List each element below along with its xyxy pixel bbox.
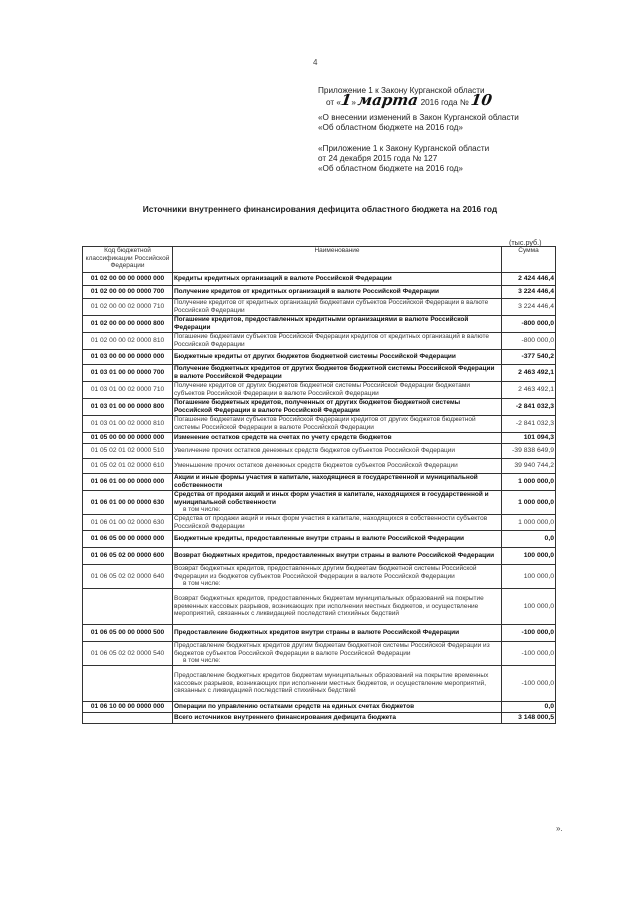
table-row [83, 273, 556, 286]
row-name-cell [173, 350, 502, 365]
row-name-cell [173, 433, 502, 444]
row-name: Погашение бюджетами субъектов Российской Федерации кредитов от кредитных организаций в валюте Российской Федерации [174, 333, 489, 348]
row-name-cell [173, 491, 502, 515]
col-header-name: Наименование [173, 247, 502, 273]
row-sum: -100 000,0 [502, 625, 556, 642]
row-code: 01 03 01 00 00 0000 800 [83, 399, 173, 416]
units-label: (тыс.руб.) [509, 238, 542, 247]
row-name: Кредиты кредитных организаций в валюте Российской Федерации [174, 275, 392, 283]
row-sum: 3 224 446,4 [502, 286, 556, 299]
row-name-cell [173, 565, 502, 589]
row-name-cell [173, 531, 502, 548]
row-code: 01 05 02 01 02 0000 610 [83, 459, 173, 474]
row-name: Уменьшение прочих остатков денежных средств бюджетов субъектов Российской Федерации [174, 462, 458, 470]
table-row [83, 565, 556, 589]
closing-quote-mark: ». [556, 824, 563, 833]
table-row [83, 299, 556, 316]
row-name: Увеличение прочих остатков денежных средств бюджетов субъектов Российской Федерации [174, 447, 456, 455]
page-number: 4 [313, 58, 318, 67]
row-name: Предоставление бюджетных кредитов другим бюджетам бюджетной системы Российской Федерации из бюджетов субъектов Российской Федерации в валюте Российской Федерации [174, 642, 490, 657]
table-row [83, 350, 556, 365]
row-sum: -800 000,0 [502, 316, 556, 333]
row-code: 01 06 05 02 00 0000 600 [83, 548, 173, 565]
table-row [83, 459, 556, 474]
prev-header-line-3: «Об областном бюджете на 2016 год» [318, 164, 463, 173]
row-name: Изменение остатков средств на счетах по учету средств бюджетов [174, 434, 392, 442]
row-code: 01 06 01 00 00 0000 630 [83, 491, 173, 515]
table-header-row [83, 247, 556, 273]
row-sum: 1 000 000,0 [502, 491, 556, 515]
table-row [83, 365, 556, 382]
row-code: 01 05 02 01 02 0000 510 [83, 444, 173, 459]
row-sum: 3 148 000,5 [502, 713, 556, 724]
row-name: Средства от продажи акций и иных форм участия в капитале, находящихся в собственности субъектов Российской Федерации [174, 515, 488, 530]
row-sum: 101 094,3 [502, 433, 556, 444]
row-name: Акции и иные формы участия в капитале, находящиеся в государственной и муниципальной собственности [174, 474, 478, 489]
row-name: Погашение бюджетами субъектов Российской Федерации кредитов от других бюджетов бюджетной системы Российской Федерации в валюте Российской Федерации [174, 416, 476, 431]
header-date-year: 2016 года № [420, 98, 469, 107]
table-body [83, 273, 556, 724]
row-name-cell [173, 702, 502, 713]
header-line-3: «Об областном бюджете на 2016 год» [318, 123, 463, 132]
prev-header-line-2: от 24 декабря 2015 года № 127 [318, 154, 438, 163]
row-code: 01 06 05 02 02 0000 540 [83, 642, 173, 666]
row-code: 01 06 01 00 00 0000 000 [83, 474, 173, 491]
row-name-cell [173, 444, 502, 459]
row-name-cell [173, 713, 502, 724]
row-name-cell [173, 666, 502, 702]
row-code [83, 589, 173, 625]
row-name-cell [173, 515, 502, 531]
table-row [83, 444, 556, 459]
row-code: 01 03 01 00 02 0000 810 [83, 416, 173, 433]
header-date-mid: » [351, 98, 356, 107]
row-note: в том числе: [183, 580, 221, 588]
row-code: 01 02 00 00 00 0000 800 [83, 316, 173, 333]
row-sum: 0,0 [502, 531, 556, 548]
row-sum: -100 000,0 [502, 642, 556, 666]
row-code: 01 02 00 00 02 0000 710 [83, 299, 173, 316]
row-sum: -377 540,2 [502, 350, 556, 365]
row-code: 01 06 10 00 00 0000 000 [83, 702, 173, 713]
table-row [83, 548, 556, 565]
table-row [83, 702, 556, 713]
row-name: Погашение бюджетных кредитов, полученных от других бюджетов бюджетной системы Российской Федерации в валюте Российской Федерации [174, 399, 461, 414]
row-code [83, 713, 173, 724]
row-name-cell [173, 333, 502, 350]
financing-sources-table [82, 246, 556, 724]
table-row [83, 333, 556, 350]
row-sum: 2 424 446,4 [502, 273, 556, 286]
row-sum: -2 841 032,3 [502, 416, 556, 433]
row-name: Возврат бюджетных кредитов, предоставленных бюджетам муниципальных образований на покрытие временных кассовых разрывов, возникающих при исполнении местных бюджетов, и осуществление мероприятий, связанных с ликвидацией последствий стихийных бедствий [174, 595, 484, 618]
row-code: 01 06 05 00 00 0000 500 [83, 625, 173, 642]
row-name-cell [173, 316, 502, 333]
table-row [83, 382, 556, 399]
table-row [83, 713, 556, 724]
row-name-cell [173, 273, 502, 286]
row-code: 01 02 00 00 00 0000 700 [83, 286, 173, 299]
table-row [83, 416, 556, 433]
row-code: 01 06 05 02 02 0000 640 [83, 565, 173, 589]
row-name: Всего источников внутреннего финансирования дефицита бюджета [174, 714, 396, 722]
row-sum: 39 940 744,2 [502, 459, 556, 474]
row-name: Погашение кредитов, предоставленных кредитными организациями в валюте Российской Федерации [174, 316, 469, 331]
row-code: 01 02 00 00 00 0000 000 [83, 273, 173, 286]
table-row [83, 666, 556, 702]
col-header-code: Код бюджетной классификации Российской Федерации [83, 247, 173, 273]
row-sum: 2 463 492,1 [502, 382, 556, 399]
row-sum: 100 000,0 [502, 565, 556, 589]
header-date-prefix: от « [326, 98, 341, 107]
header-date-line [326, 91, 494, 109]
row-sum: 2 463 492,1 [502, 365, 556, 382]
handwritten-number: 10 [469, 91, 494, 109]
row-name: Возврат бюджетных кредитов, предоставленных внутри страны в валюте Российской Федерации [174, 552, 495, 560]
table-row [83, 286, 556, 299]
row-sum: -39 838 649,9 [502, 444, 556, 459]
row-sum: -2 841 032,3 [502, 399, 556, 416]
row-name: Получение кредитов от других бюджетов бюджетной системы Российской Федерации бюджетами субъектов Российской Федерации в валюте Российской Федерации [174, 382, 470, 397]
row-name-cell [173, 642, 502, 666]
row-name: Получение кредитов от кредитных организаций бюджетами субъектов Российской Федерации в валюте Российской Федерации [174, 299, 489, 314]
handwritten-month: марта [356, 91, 420, 109]
table-row [83, 491, 556, 515]
row-sum: 1 000 000,0 [502, 515, 556, 531]
row-sum: 100 000,0 [502, 589, 556, 625]
row-sum: 100 000,0 [502, 548, 556, 565]
handwritten-day: 1 [339, 91, 353, 109]
row-name-cell [173, 299, 502, 316]
row-name: Получение бюджетных кредитов от других бюджетов бюджетной системы Российской Федерации в валюте Российской Федерации [174, 365, 495, 380]
table-row [83, 642, 556, 666]
document-title: Источники внутреннего финансирования дефицита областного бюджета на 2016 год [142, 204, 498, 214]
row-note: в том числе: [183, 506, 221, 514]
row-code: 01 06 05 00 00 0000 000 [83, 531, 173, 548]
row-code: 01 03 00 00 00 0000 000 [83, 350, 173, 365]
row-name-cell [173, 548, 502, 565]
row-name-cell [173, 365, 502, 382]
row-name: Предоставление бюджетных кредитов внутри страны в валюте Российской Федерации [174, 629, 460, 637]
table-row [83, 625, 556, 642]
row-sum: -100 000,0 [502, 666, 556, 702]
table-row [83, 433, 556, 444]
table-row [83, 316, 556, 333]
row-name-cell [173, 625, 502, 642]
row-name-cell [173, 399, 502, 416]
prev-header-line-1: «Приложение 1 к Закону Курганской области [318, 144, 490, 153]
row-sum: 1 000 000,0 [502, 474, 556, 491]
row-sum: 3 224 446,4 [502, 299, 556, 316]
row-code: 01 02 00 00 02 0000 810 [83, 333, 173, 350]
row-code: 01 03 01 00 00 0000 700 [83, 365, 173, 382]
row-name-cell [173, 459, 502, 474]
row-name-cell [173, 589, 502, 625]
row-name: Предоставление бюджетных кредитов бюджетам муниципальных образований на покрытие временных кассовых разрывов, возникающих при исполнении местных бюджетов, и осуществление мероприятий, связанных с ликвидацией последствий стихийных бедствий [174, 672, 489, 695]
table-row [83, 515, 556, 531]
row-code: 01 03 01 00 02 0000 710 [83, 382, 173, 399]
row-name: Бюджетные кредиты, предоставленные внутри страны в валюте Российской Федерации [174, 535, 465, 543]
row-sum: 0,0 [502, 702, 556, 713]
header-line-2: «О внесении изменений в Закон Курганской области [318, 113, 519, 122]
row-name: Возврат бюджетных кредитов, предоставленных другим бюджетам бюджетной системы Российской Федерации из бюджетов субъектов Российской Федерации в валюте Российской Федерации [174, 565, 477, 580]
table-row [83, 531, 556, 548]
col-header-sum: Сумма [502, 247, 556, 273]
row-name-cell [173, 286, 502, 299]
row-note: в том числе: [183, 657, 221, 665]
row-name: Бюджетные кредиты от других бюджетов бюджетной системы Российской Федерации [174, 353, 456, 361]
row-name: Операции по управлению остатками средств на единых счетах бюджетов [174, 703, 415, 711]
row-name: Получение кредитов от кредитных организаций в валюте Российской Федерации [174, 288, 440, 296]
row-code: 01 06 01 00 02 0000 630 [83, 515, 173, 531]
row-name: Средства от продажи акций и иных форм участия в капитале, находящихся в государственной и муниципальной собственности [174, 491, 489, 506]
row-name-cell [173, 416, 502, 433]
row-code [83, 666, 173, 702]
table-row [83, 589, 556, 625]
row-name-cell [173, 474, 502, 491]
row-code: 01 05 00 00 00 0000 000 [83, 433, 173, 444]
row-name-cell [173, 382, 502, 399]
header-line-1: Приложение 1 к Закону Курганской области [318, 86, 485, 95]
table-row [83, 474, 556, 491]
row-sum: -800 000,0 [502, 333, 556, 350]
table-row [83, 399, 556, 416]
